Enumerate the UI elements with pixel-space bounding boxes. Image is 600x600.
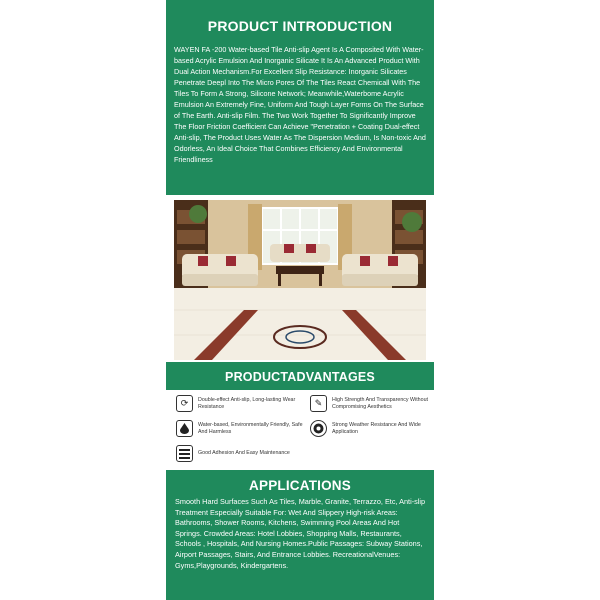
advantages-list [174, 392, 428, 468]
product-panel [166, 0, 434, 600]
spray-icon: ✎ [310, 395, 327, 412]
intro-text: WAYEN FA -200 Water-based Tile Anti-slip Agent Is A Composited With Water-based Acrylic Emulsion And Inorganic Silicate It Is An Advanced Product With Dual Action Mechanism.For Excellent Slip Resistance: Inorganic Silicates Penetrate Deepl Into The Micro Pores Of The Tiles React Chemicall With The Tiles To Form A Strong, Silicone Network; Meanwhile,Waterbome Acrylic Emulsion An Extremely Fine, Uniform And Tough Layer Forms On The Surface of The Earth. Anti-slip Film. The Two Work Together To Significantly Improve The Floor Friction Coefficient Can Achieve "Penetration + Coating Dual-effect Anti-slip, The Product Uses Water As The Dispersion Medium, Is Non-toxic And Odorless, An Ideal Choice That Combines Efficiency And Environmental Friendliness [174, 45, 426, 164]
advantage-text: Good Adhesion And Easy Maintenance [198, 450, 290, 456]
advantage-item [310, 420, 428, 437]
intro-title: PRODUCT INTRODUCTION [207, 18, 393, 34]
advantage-text: Double-effect Anti-slip, Long-lasting Wear Resistance [198, 396, 296, 410]
advantage-item [176, 395, 306, 412]
intro-section [166, 0, 434, 195]
living-room-photo [174, 200, 426, 360]
applications-section [166, 470, 434, 600]
water-drop-icon [176, 420, 193, 437]
advantage-item [176, 420, 306, 437]
layers-icon [176, 445, 193, 462]
applications-text: Smooth Hard Surfaces Such As Tiles, Marble, Granite, Terrazzo, Etc, Anti-slip Treatment Especially Suitable For: Wet And Slippery High-risk Areas: Bathrooms, Shower Rooms, Kitchens, Swimming Pool Areas And Hot Springs. Crowded Areas: Hotel Lobbies, Shopping Malls, Restaurants, Schools , Hospitals, And Nursing Homes.Public Passages: Subway Stations, Airport Passages, Stairs, And Entrance Lobbies. RecreationalVenues: Gyms,Playgrounds, Kindergartens. [175, 497, 426, 570]
applications-title: APPLICATIONS [249, 478, 351, 493]
advantage-item [310, 395, 428, 412]
anti-slip-icon: ⟳ [176, 395, 193, 412]
advantages-title: PRODUCTADVANTAGES [225, 370, 375, 384]
advantage-text: Strong Weather Resistance And Wide Application [332, 421, 421, 435]
advantage-text: Water-based, Environmentally Friendly, Safe And Harmless [198, 421, 303, 435]
advantage-text: High Strength And Transparency Without Compromising Aesthetics [332, 396, 428, 410]
advantage-item [176, 445, 306, 462]
weather-icon [310, 420, 327, 437]
advantages-header [166, 362, 434, 390]
